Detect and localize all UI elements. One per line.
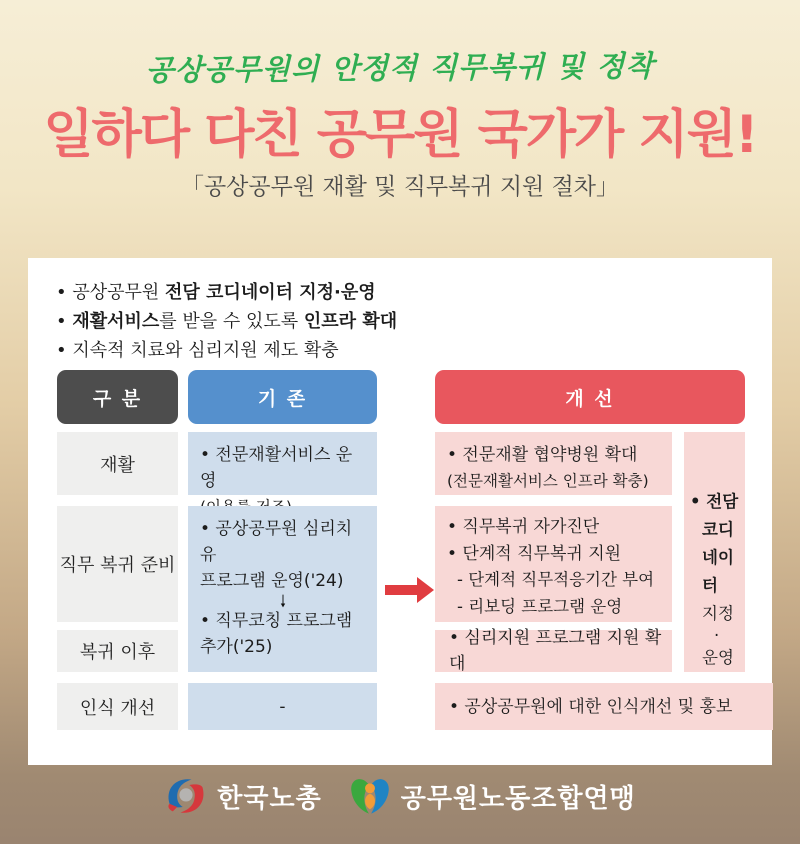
existing-cell-awareness: - bbox=[188, 683, 377, 730]
logo-government-union bbox=[348, 774, 636, 818]
right-arrow-icon bbox=[383, 576, 435, 604]
existing-cell-return bbox=[188, 506, 377, 672]
existing-cell-rehab bbox=[188, 432, 377, 495]
improved-cell-after-return: • 심리지원 프로그램 지원 확대 bbox=[435, 630, 672, 672]
bullet-text: • 지속적 치료와 심리지원 제도 확충 bbox=[56, 340, 339, 361]
bullet-text-bold: 재활서비스 bbox=[72, 311, 160, 332]
cell-line: 프로그램 운영('24) bbox=[200, 571, 344, 591]
row-label-return-prep: 직무 복귀 준비 bbox=[57, 506, 178, 622]
cell-dash-line: - 리보딩 프로그램 운영 bbox=[457, 596, 623, 616]
cell-line: • 단계적 직무복귀 지원 bbox=[447, 543, 622, 564]
row-label-awareness: 인식 개선 bbox=[57, 683, 178, 730]
fktu-logo-text: 한국노총 bbox=[217, 783, 322, 814]
cell-line: • 전문재활서비스 운영 bbox=[200, 445, 353, 491]
column-header-improved: 개 선 bbox=[435, 370, 745, 424]
bullet-text: • 공상공무원 bbox=[56, 282, 166, 303]
cell-line: • 공상공무원 심리치유 bbox=[200, 519, 353, 565]
bullet-text: 를 받을 수 있도록 bbox=[159, 311, 304, 332]
bullet-text-bold: 인프라 확대 bbox=[303, 311, 398, 332]
row-label-after-return: 복귀 이후 bbox=[57, 630, 178, 672]
footer-logos bbox=[0, 774, 800, 818]
cell-line: • 직무복귀 자가진단 bbox=[447, 517, 600, 537]
bullet-text-bold: 전담 코디네이터 지정·운영 bbox=[165, 282, 376, 303]
side-note-line: 운영 bbox=[702, 648, 734, 667]
side-note-line: 지정 bbox=[702, 604, 734, 623]
improved-cell-return bbox=[435, 506, 672, 622]
content-card bbox=[28, 258, 772, 765]
down-arrow-icon bbox=[275, 594, 291, 608]
side-note-dot: · bbox=[714, 626, 720, 645]
government-union-logo-text: 공무원노동조합연맹 bbox=[400, 783, 636, 814]
improved-cell-rehab bbox=[435, 432, 672, 495]
cell-dash-line: - 단계적 직무적응기간 부여 bbox=[457, 570, 655, 589]
row-label-rehab: 재활 bbox=[57, 432, 178, 495]
cell-text-block bbox=[200, 608, 365, 660]
subtitle: 「공상공무원 재활 및 직무복귀 지원 절차」 bbox=[180, 174, 620, 200]
cell-line: • 전문재활 협약병원 확대 bbox=[447, 445, 638, 465]
fktu-swirl-icon bbox=[164, 774, 208, 818]
cell-line: 추가('25) bbox=[200, 637, 273, 657]
side-note-line: 네이터 bbox=[702, 548, 734, 595]
side-note-line: 코디 bbox=[702, 520, 734, 539]
cell-subline: (전문재활서비스 인프라 확충) bbox=[447, 472, 649, 490]
comparison-table bbox=[28, 258, 772, 765]
column-header-category: 구 분 bbox=[57, 370, 178, 424]
tagline: 공상공무원의 안정적 직무복귀 및 정착 bbox=[145, 48, 655, 88]
bullet-text: • bbox=[56, 311, 73, 332]
improved-cell-awareness: • 공상공무원에 대한 인식개선 및 홍보 bbox=[435, 683, 773, 730]
logo-fktu bbox=[164, 774, 321, 818]
side-note-line: • 전담 bbox=[690, 492, 739, 511]
column-header-existing: 기 존 bbox=[188, 370, 377, 424]
cell-text-block bbox=[200, 516, 365, 594]
page-title: 일하다 다친 공무원 국가가 지원! bbox=[43, 105, 757, 165]
coordinator-side-note bbox=[684, 432, 745, 672]
government-union-heart-icon bbox=[348, 774, 392, 818]
cell-line: • 직무코칭 프로그램 bbox=[200, 611, 353, 631]
